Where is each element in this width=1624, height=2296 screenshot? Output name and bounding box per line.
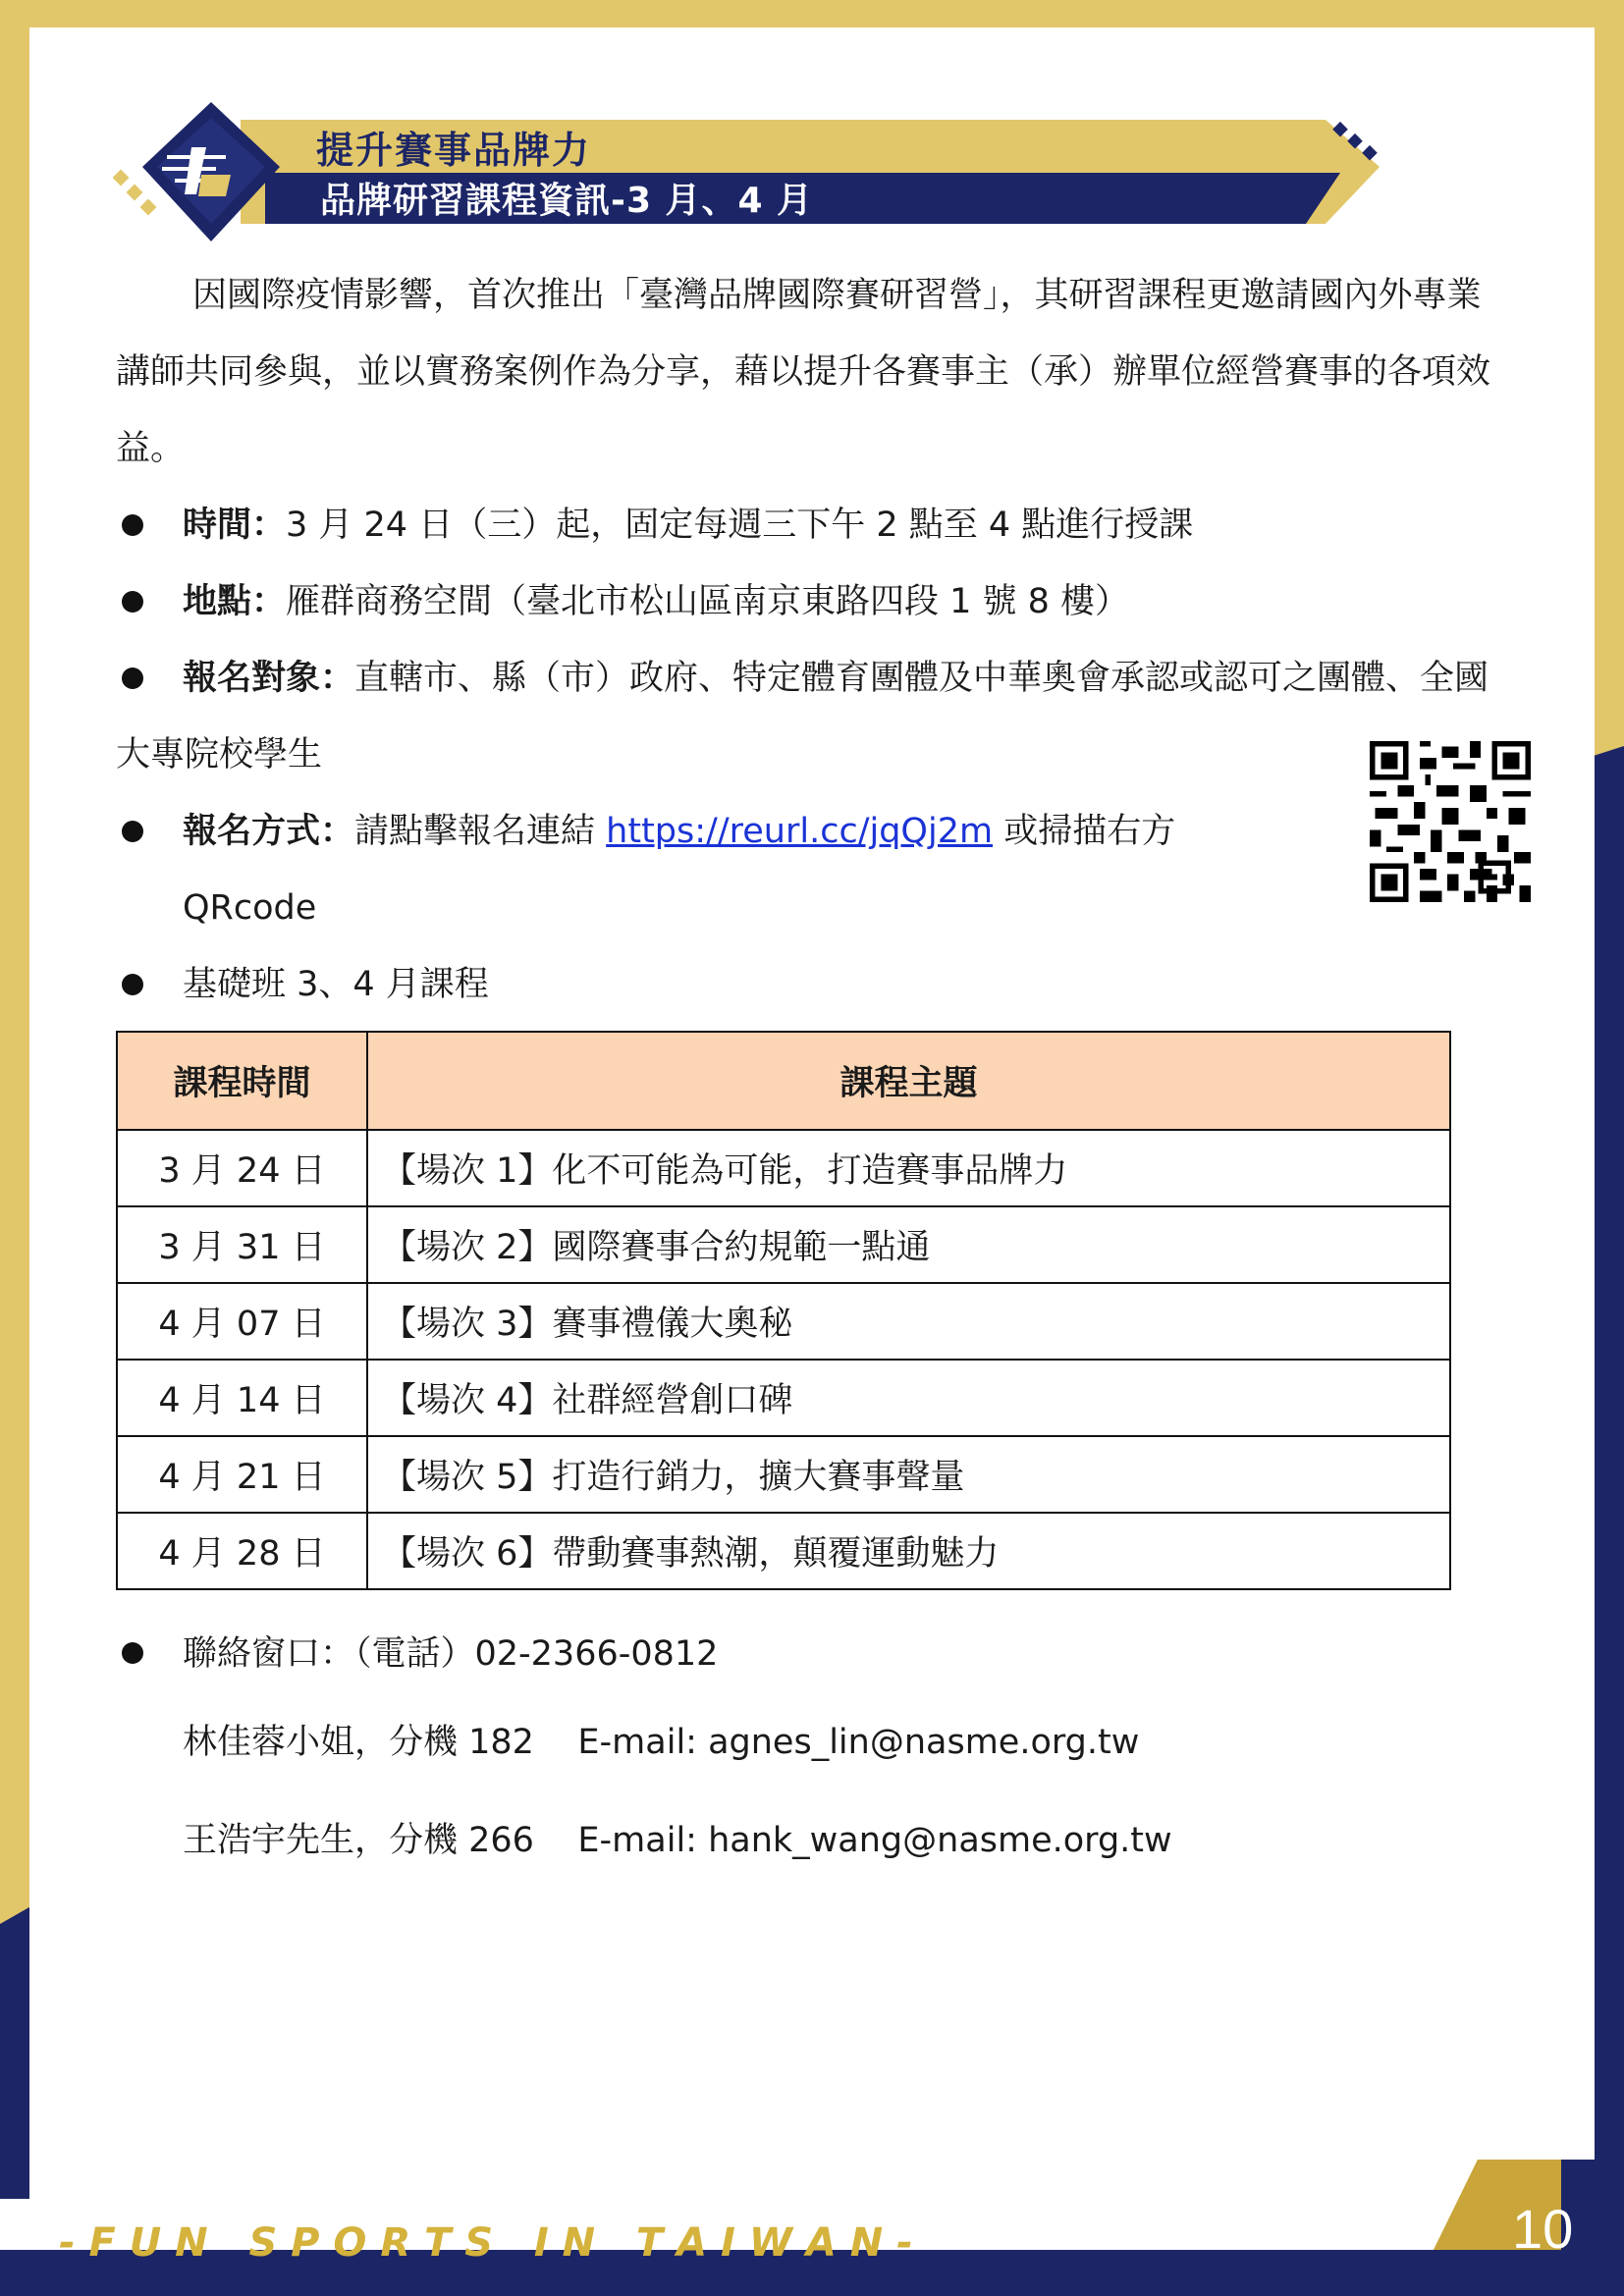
page-title: 提升賽事品牌力 bbox=[316, 129, 592, 172]
target-value: 直轄市、縣（市）政府、特定體育團體及中華奧會承認或認可之團體、全國大專院校學生 bbox=[116, 659, 1489, 774]
qr-code-icon[interactable] bbox=[1370, 741, 1531, 902]
intro-paragraph: 因國際疫情影響，首次推出「臺灣品牌國際賽研習營」，其研習課程更邀請國內外專業講師共同參與，並以實務案例作為分享，藉以提升各賽事主（承）辦單位經營賽事的各項效益。 bbox=[116, 276, 1491, 468]
row-date: 3 月 24 日 bbox=[117, 1130, 367, 1206]
header-banner bbox=[113, 98, 1380, 245]
main-content bbox=[116, 257, 1510, 1023]
header-course-topic: 課程主題 bbox=[367, 1032, 1450, 1130]
place-label: 地點： bbox=[183, 582, 287, 621]
row-topic: 【場次 1】化不可能為可能，打造賽事品牌力 bbox=[367, 1130, 1450, 1206]
bullet-dot bbox=[122, 1642, 143, 1664]
table-row bbox=[117, 1513, 1450, 1589]
page-subtitle: 品牌研習課程資訊-3 月、4 月 bbox=[320, 181, 814, 221]
target-label: 報名對象： bbox=[183, 659, 355, 698]
contact-heading: 聯絡窗口：（電話）02-2366-0812 bbox=[183, 1634, 719, 1674]
bullet-dot bbox=[122, 974, 143, 995]
row-topic: 【場次 6】帶動賽事熱潮，顛覆運動魅力 bbox=[367, 1513, 1450, 1589]
signup-label: 報名方式： bbox=[183, 812, 355, 851]
bullet-signup bbox=[116, 793, 1371, 946]
bullet-place bbox=[116, 563, 1510, 640]
row-date: 4 月 21 日 bbox=[117, 1436, 367, 1513]
row-date: 4 月 14 日 bbox=[117, 1360, 367, 1436]
bullet-dot bbox=[122, 591, 143, 613]
row-topic: 【場次 4】社群經營創口碑 bbox=[367, 1360, 1450, 1436]
table-row bbox=[117, 1283, 1450, 1360]
bullet-dot bbox=[122, 514, 143, 536]
row-date: 4 月 07 日 bbox=[117, 1283, 367, 1360]
signup-after: 或掃描右方 bbox=[1003, 812, 1176, 851]
page-number: 10 bbox=[1512, 2198, 1574, 2260]
footer-tagline: - F U N S P O R T S I N T A I W A N - bbox=[59, 2220, 913, 2266]
table-header-row bbox=[117, 1032, 1450, 1130]
bullet-dot bbox=[122, 667, 143, 689]
bullet-contact bbox=[116, 1615, 1490, 1693]
course-heading: 基礎班 3、4 月課程 bbox=[183, 965, 489, 1004]
time-value: 3 月 24 日（三）起，固定每週三下午 2 點至 4 點進行授課 bbox=[286, 506, 1194, 545]
bullet-target bbox=[116, 640, 1510, 793]
row-date: 4 月 28 日 bbox=[117, 1513, 367, 1589]
bullet-time bbox=[116, 487, 1510, 563]
row-topic: 【場次 2】國際賽事合約規範一點通 bbox=[367, 1206, 1450, 1283]
table-row bbox=[117, 1360, 1450, 1436]
signup-text: 請點擊報名連結 bbox=[354, 812, 596, 851]
contact-person-2: 王浩宇先生，分機 266 E-mail: hank_wang@nasme.org.tw bbox=[183, 1821, 1172, 1860]
bullet-dot bbox=[122, 821, 143, 842]
contact-section bbox=[116, 1615, 1490, 1890]
row-topic: 【場次 3】賽事禮儀大奧秘 bbox=[367, 1283, 1450, 1360]
place-value: 雁群商務空間（臺北市松山區南京東路四段 1 號 8 樓） bbox=[286, 582, 1130, 621]
signup-qrcode-text: QRcode bbox=[183, 888, 317, 928]
bullet-course-heading bbox=[116, 946, 1510, 1023]
row-date: 3 月 31 日 bbox=[117, 1206, 367, 1283]
time-label: 時間： bbox=[183, 506, 287, 545]
row-topic: 【場次 5】打造行銷力，擴大賽事聲量 bbox=[367, 1436, 1450, 1513]
signup-link[interactable]: https://reurl.cc/jqQj2m bbox=[606, 812, 994, 851]
table-row bbox=[117, 1130, 1450, 1206]
table-row bbox=[117, 1206, 1450, 1283]
logo-icon bbox=[157, 137, 245, 206]
header-course-time: 課程時間 bbox=[117, 1032, 367, 1130]
contact-person-1: 林佳蓉小姐，分機 182 E-mail: agnes_lin@nasme.org.tw bbox=[183, 1723, 1140, 1762]
course-table bbox=[116, 1031, 1451, 1590]
table-row bbox=[117, 1436, 1450, 1513]
